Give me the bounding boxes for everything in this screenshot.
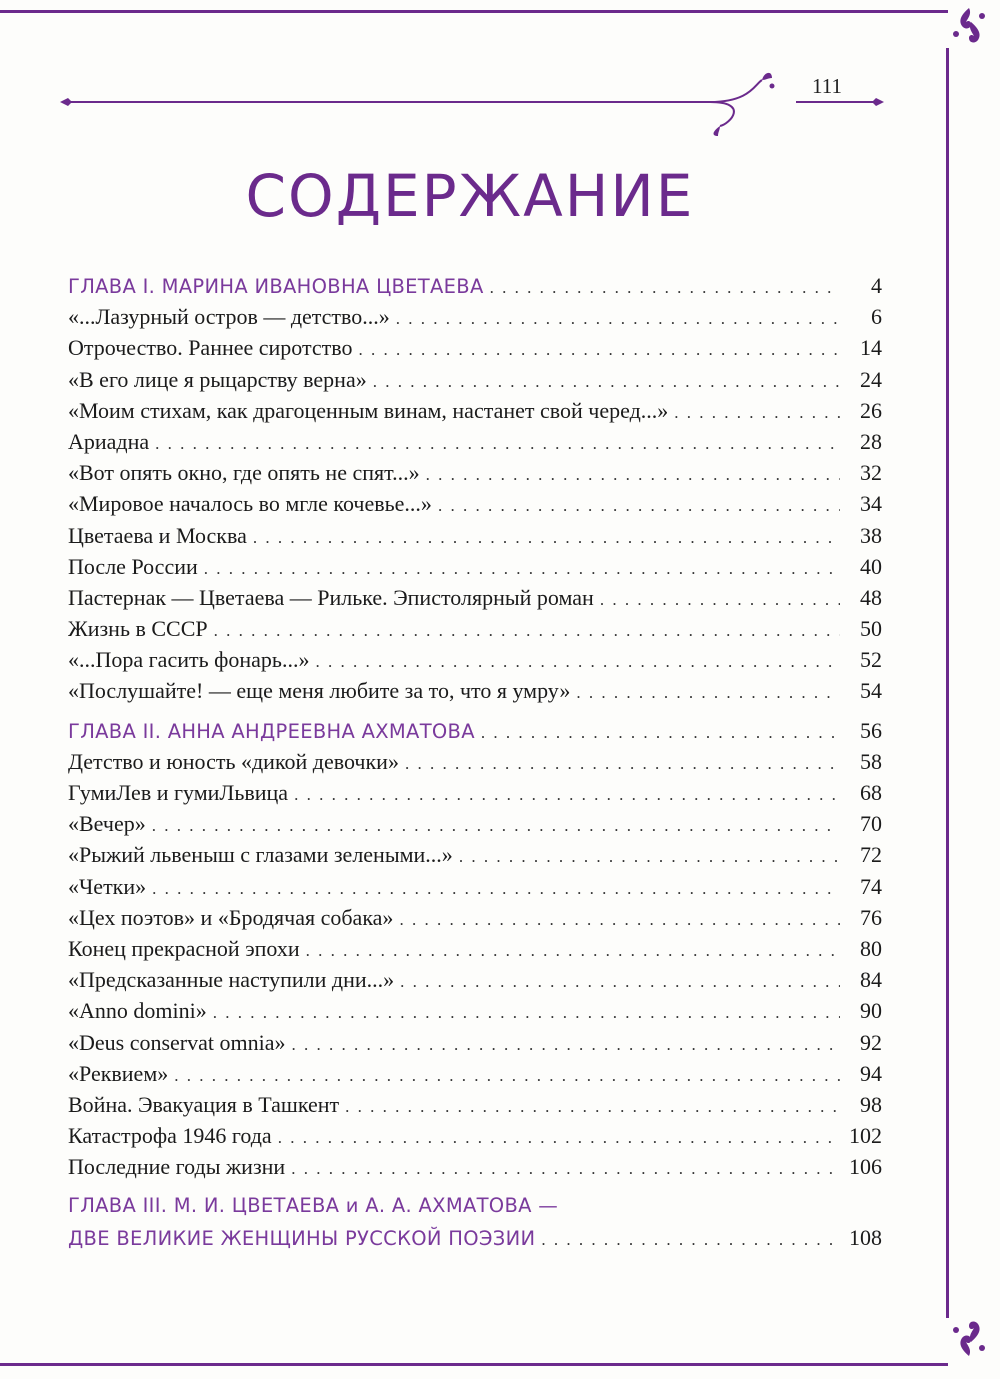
header-ornament-rule — [60, 64, 900, 140]
ornament-corner-bottom-icon — [944, 1316, 994, 1360]
entry-title: Ариадна — [68, 428, 150, 454]
dot-leader — [345, 1091, 840, 1122]
toc-entry[interactable] — [68, 332, 882, 363]
entry-title: «...Лазурный остров — детство...» — [68, 304, 390, 330]
entry-title: «Четки» — [68, 873, 147, 899]
page-ref: 6 — [871, 304, 882, 330]
page-ref: 56 — [860, 717, 882, 743]
dot-leader — [292, 1029, 841, 1060]
page-ref: 4 — [871, 273, 882, 298]
toc-entry[interactable] — [68, 551, 882, 582]
toc-entry[interactable] — [68, 777, 882, 808]
page-ref: 38 — [860, 522, 882, 548]
page-number: 111 — [812, 74, 842, 98]
table-of-contents — [68, 270, 882, 1253]
page-ref: 34 — [860, 491, 882, 517]
frame-top-border — [0, 10, 948, 13]
dot-leader — [155, 428, 840, 459]
dot-leader — [490, 272, 840, 303]
page-ref: 90 — [860, 998, 882, 1024]
dot-leader — [315, 646, 840, 677]
toc-entry[interactable] — [68, 1151, 882, 1182]
page-ref: 26 — [860, 397, 882, 423]
entry-title: «Реквием» — [68, 1060, 169, 1086]
page-ref: 14 — [860, 335, 882, 361]
dot-leader — [426, 459, 840, 490]
entry-title: Катастрофа 1946 года — [68, 1123, 272, 1149]
page-ref: 80 — [860, 935, 882, 961]
page-ref: 70 — [860, 811, 882, 837]
chapter-heading-3-line1[interactable]: ГЛАВА III. М. И. ЦВЕТАЕВА и А. А. АХМАТОВА — — [68, 1194, 559, 1218]
page-ref: 92 — [860, 1029, 882, 1055]
entry-title: «Вечер» — [68, 811, 146, 837]
entry-title: Война. Эвакуация в Ташкент — [68, 1091, 340, 1117]
entry-title: «Рыжий львеныш с глазами зелеными...» — [68, 842, 453, 868]
page-ref: 76 — [860, 904, 882, 930]
toc-entry[interactable] — [68, 964, 882, 995]
page-ref: 48 — [860, 584, 882, 610]
dot-leader — [294, 779, 840, 810]
entry-title: Цветаева и Москва — [68, 522, 247, 548]
toc-entry[interactable] — [68, 395, 882, 426]
frame-right-border — [946, 48, 949, 1318]
chapter-heading-1[interactable] — [68, 270, 882, 301]
page-title: СОДЕРЖАНИЕ — [245, 162, 695, 230]
entry-title: Последние годы жизни — [68, 1154, 286, 1180]
toc-entry[interactable] — [68, 644, 882, 675]
toc-entry[interactable] — [68, 995, 882, 1026]
toc-entry[interactable] — [68, 520, 882, 551]
entry-title: ГумиЛев и гумиЛьвица — [68, 780, 289, 805]
entry-title: Отрочество. Раннее сиротство — [68, 335, 353, 361]
page-ref: 50 — [860, 616, 882, 642]
toc-entry[interactable] — [68, 457, 882, 488]
page-ref: 32 — [860, 460, 882, 486]
toc-entry[interactable] — [68, 364, 882, 395]
entry-title: Конец прекрасной эпохи — [68, 935, 300, 961]
dot-leader — [213, 997, 840, 1028]
entry-title: «Моим стихам, как драгоценным винам, настанет свой черед...» — [68, 397, 669, 423]
toc-entry[interactable] — [68, 933, 882, 964]
entry-title: «Deus conservat omnia» — [68, 1029, 286, 1055]
page-ref: 68 — [860, 780, 882, 805]
page-ref: 74 — [860, 873, 882, 899]
chapter-title: ДВЕ ВЕЛИКИЕ ЖЕНЩИНЫ РУССКОЙ ПОЭЗИИ — [68, 1226, 536, 1250]
page-ref: 94 — [860, 1060, 882, 1086]
entry-title: Детство и юность «дикой девочки» — [68, 748, 399, 774]
dot-leader — [278, 1122, 840, 1153]
page-ref: 52 — [860, 647, 882, 673]
dot-leader — [541, 1224, 840, 1255]
page-ref: 28 — [860, 428, 882, 454]
toc-entry[interactable] — [68, 1027, 882, 1058]
toc-entry[interactable] — [68, 1058, 882, 1089]
dot-leader — [405, 748, 840, 779]
frame-bottom-border — [0, 1363, 948, 1366]
dot-leader — [152, 810, 840, 841]
page-ref: 108 — [849, 1224, 882, 1250]
chapter-title: ГЛАВА II. АННА АНДРЕЕВНА АХМАТОВА — [68, 719, 475, 743]
chapter-heading-2[interactable] — [68, 715, 882, 746]
toc-entry[interactable] — [68, 613, 882, 644]
dot-leader — [400, 966, 840, 997]
toc-entry[interactable] — [68, 839, 882, 870]
page-ref: 40 — [860, 553, 882, 579]
toc-entry[interactable] — [68, 746, 882, 777]
dot-leader — [204, 553, 840, 584]
entry-title: «Мировое началось во мгле кочевье...» — [68, 491, 432, 517]
dot-leader — [481, 717, 840, 748]
dot-leader — [576, 677, 840, 708]
page-ref: 24 — [860, 366, 882, 392]
entry-title: «Вот опять окно, где опять не спят...» — [68, 460, 420, 486]
page-ref: 58 — [860, 748, 882, 774]
chapter-heading-3[interactable] — [68, 1222, 882, 1253]
dot-leader — [214, 615, 840, 646]
chapter-title: ГЛАВА I. МАРИНА ИВАНОВНА ЦВЕТАЕВА — [68, 275, 484, 298]
dot-leader — [459, 841, 840, 872]
dot-leader — [373, 366, 840, 397]
dot-leader — [253, 522, 840, 553]
page-ref: 54 — [860, 678, 882, 704]
toc-entry[interactable] — [68, 675, 882, 706]
toc-entry[interactable] — [68, 808, 882, 839]
entry-title: После России — [68, 553, 198, 579]
dot-leader — [674, 397, 840, 428]
toc-entry[interactable] — [68, 488, 882, 519]
entry-title: Пастернак — Цветаева — Рильке. Эпистолярный роман — [68, 584, 594, 610]
entry-title: «Предсказанные наступили дни...» — [68, 967, 395, 993]
dot-leader — [291, 1153, 840, 1184]
toc-entry[interactable] — [68, 902, 882, 933]
entry-title: «...Пора гасить фонарь...» — [68, 647, 310, 673]
dot-leader — [396, 303, 840, 334]
toc-entry[interactable] — [68, 1120, 882, 1151]
ornament-corner-top-icon — [944, 4, 994, 48]
entry-title: «Цех поэтов» и «Бродячая собака» — [68, 904, 394, 930]
entry-title: Жизнь в СССР — [68, 616, 208, 642]
toc-entry[interactable] — [68, 871, 882, 902]
dot-leader — [174, 1060, 840, 1091]
entry-title: «Послушайте! — еще меня любите за то, что я умру» — [68, 678, 571, 704]
dot-leader — [399, 904, 840, 935]
page-ref: 84 — [860, 967, 882, 993]
entry-title: «Anno domini» — [68, 998, 207, 1024]
toc-entry[interactable] — [68, 426, 882, 457]
dot-leader — [438, 490, 840, 521]
dot-leader — [152, 873, 840, 904]
dot-leader — [600, 584, 840, 615]
page-ref: 102 — [849, 1123, 882, 1149]
toc-entry[interactable] — [68, 301, 882, 332]
dot-leader — [306, 935, 840, 966]
page-ref: 98 — [860, 1091, 882, 1117]
dot-leader — [359, 334, 840, 365]
entry-title: «В его лице я рыцарству верна» — [68, 366, 367, 392]
page-ref: 72 — [860, 842, 882, 868]
toc-entry[interactable] — [68, 1089, 882, 1120]
page-ref: 106 — [849, 1154, 882, 1180]
toc-entry[interactable] — [68, 582, 882, 613]
